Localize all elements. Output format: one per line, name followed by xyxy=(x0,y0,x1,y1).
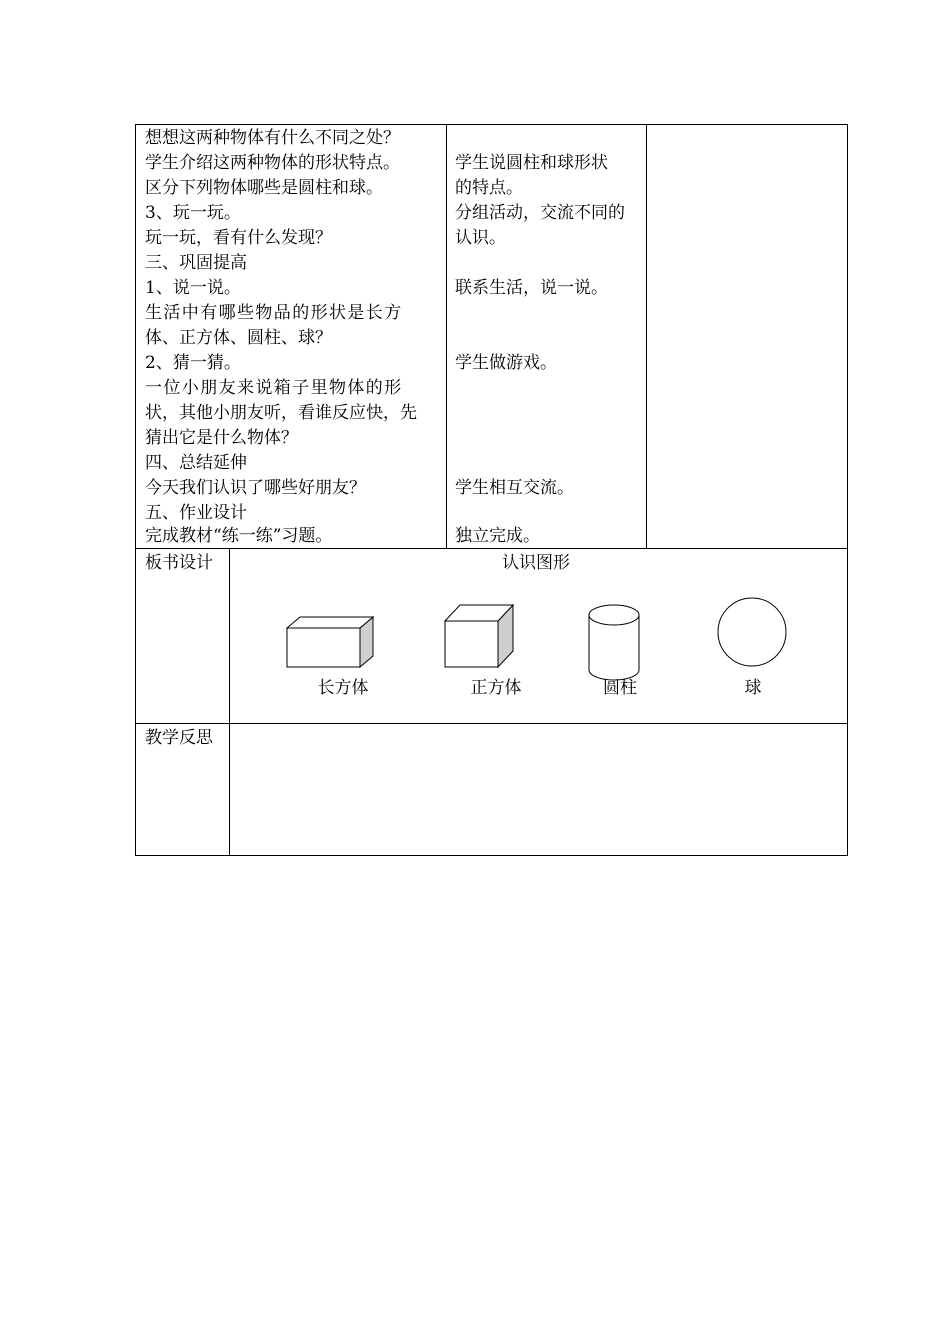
board-design-label: 板书设计 xyxy=(145,553,213,573)
reflection-label: 教学反思 xyxy=(145,728,213,748)
shape-label-sphere: 球 xyxy=(744,678,762,698)
teacher-line: 猜出它是什么物体？ xyxy=(145,428,298,448)
cylinder-icon xyxy=(589,605,639,680)
shape-label-cylinder: 圆柱 xyxy=(603,678,637,698)
teacher-line: 体、正方体、圆柱、球？ xyxy=(145,328,332,348)
teacher-line: 今天我们认识了哪些好朋友？ xyxy=(145,478,366,498)
board-design-title: 认识图形 xyxy=(502,553,570,573)
teacher-line: 三、巩固提高 xyxy=(145,253,247,273)
student-line: 学生相互交流。 xyxy=(455,478,574,498)
student-line: 的特点。 xyxy=(455,178,523,198)
student-line: 认识。 xyxy=(455,228,506,248)
teacher-line: 生活中有哪些物品的形状是长方 xyxy=(145,303,403,323)
sphere-icon xyxy=(718,598,786,666)
cube-icon xyxy=(445,605,513,667)
teacher-line: 五、作业设计 xyxy=(145,503,247,523)
teacher-line: 想想这两种物体有什么不同之处？ xyxy=(145,128,400,148)
cuboid-icon xyxy=(287,617,373,667)
teacher-line: 完成教材“练一练”习题。 xyxy=(145,526,333,546)
teacher-line: 3、玩一玩。 xyxy=(145,203,241,223)
student-line: 分组活动，交流不同的 xyxy=(455,203,625,223)
teacher-line: 四、总结延伸 xyxy=(145,453,247,473)
teacher-line: 2、猜一猜。 xyxy=(145,353,241,373)
teacher-line: 学生介绍这两种物体的形状特点。 xyxy=(145,153,400,173)
student-line: 学生做游戏。 xyxy=(455,353,557,373)
student-line: 学生说圆柱和球形状 xyxy=(455,153,608,173)
teacher-line: 1、说一说。 xyxy=(145,278,241,298)
student-line: 独立完成。 xyxy=(455,526,540,546)
student-line: 联系生活，说一说。 xyxy=(455,278,608,298)
teacher-line: 状，其他小朋友听，看谁反应快，先 xyxy=(145,403,417,423)
reflection-content[interactable] xyxy=(240,726,840,846)
teacher-line: 玩一玩，看有什么发现？ xyxy=(145,228,332,248)
teacher-line: 一位小朋友来说箱子里物体的形 xyxy=(145,378,403,398)
shape-label-cube: 正方体 xyxy=(470,678,522,698)
teacher-line: 区分下列物体哪些是圆柱和球。 xyxy=(145,178,383,198)
shape-label-cuboid: 长方体 xyxy=(317,678,369,698)
